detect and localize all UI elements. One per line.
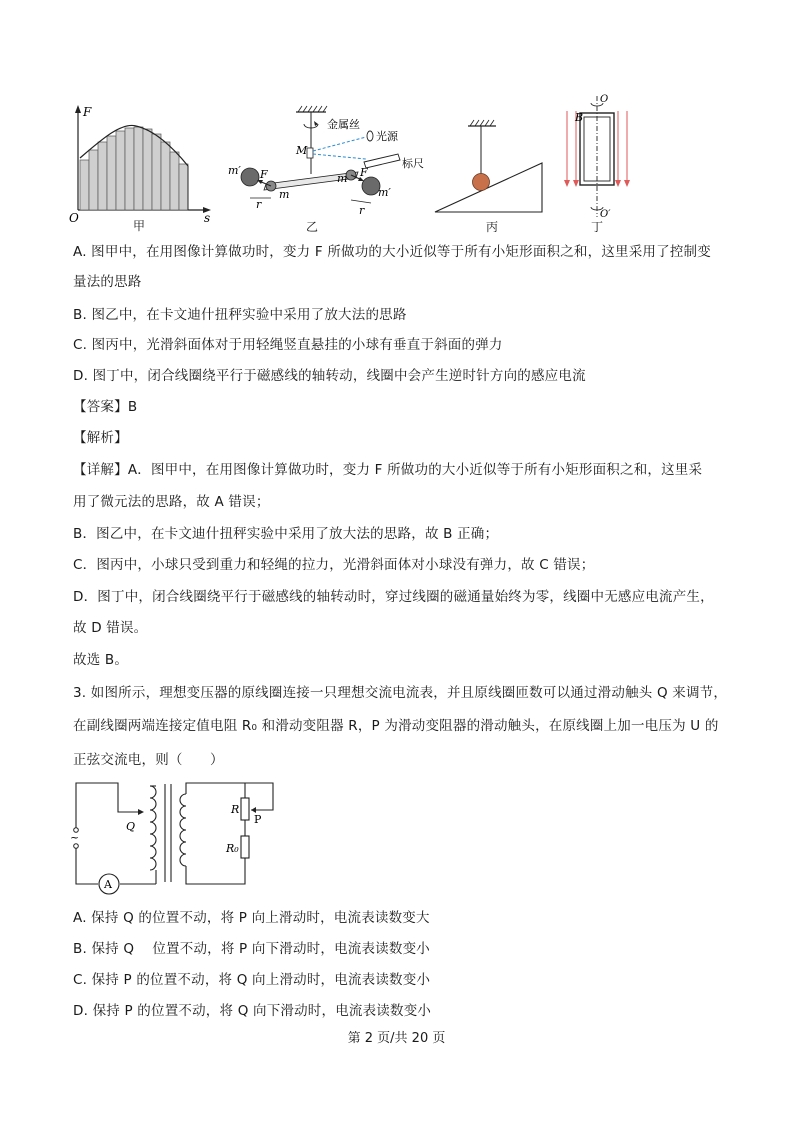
explanation-line-1 (73, 460, 702, 480)
q3-option-a: A. 保持 Q 的位置不动，将 P 向上滑动时，电流表读数变大 (73, 910, 430, 926)
contact-p-label: P (254, 813, 262, 826)
explanation-line-6: 故 D 错误。 (73, 620, 148, 636)
q2-option-a: A. 图甲中，在用图像计算做功时，变力 F 所做功的大小近似等于所有小矩形面积之和，这里采用了控制变 (73, 244, 711, 260)
axis-y-label: F (83, 105, 92, 119)
analysis-label: 【解析】 (73, 430, 128, 446)
explanation-line-4: C．图丙中，小球只受到重力和轻绳的拉力，光滑斜面体对小球没有弹力，故 C 错误； (73, 557, 595, 573)
label-small-mass-left: m (279, 188, 290, 201)
ammeter-label: A (104, 878, 112, 891)
label-wire: 金属丝 (327, 118, 360, 131)
label-light: 光源 (376, 130, 398, 143)
label-radius-left: r (256, 198, 262, 211)
figure-jia (66, 100, 216, 225)
figure-bing (432, 118, 547, 216)
explanation-line-3: B．图乙中，在卡文迪什扭秤实验中采用了放大法的思路，故 B 正确； (73, 526, 499, 542)
rheostat-label: R (231, 803, 240, 816)
label-axis-top: O (600, 94, 609, 105)
origin-label: O (69, 211, 79, 225)
detail-label: 【详解】 (73, 462, 128, 478)
figure-yi-caption: 乙 (306, 220, 319, 234)
figure-jia-caption: 甲 (133, 219, 146, 233)
axis-x-label: s (204, 211, 211, 225)
answer-value: B (127, 399, 138, 415)
q3-option-b: B. 保持 Q 位置不动，将 P 向下滑动时，电流表读数变小 (73, 941, 430, 957)
figure-yi (226, 104, 431, 224)
label-axis-bottom: O′ (600, 209, 611, 220)
label-big-mass-left: m′ (228, 164, 241, 177)
answer-label: 【答案】 (73, 399, 128, 415)
label-big-mass-right: m′ (378, 186, 391, 199)
q2-option-b: B. 图乙中，在卡文迪什扭秤实验中采用了放大法的思路 (73, 307, 407, 323)
q2-option-c: C. 图丙中，光滑斜面体对于用轻绳竖直悬挂的小球有垂直于斜面的弹力 (73, 337, 503, 353)
q2-option-a-cont: 量法的思路 (73, 274, 142, 290)
contact-q-label: Q (126, 820, 136, 833)
label-force-left: F (260, 168, 268, 181)
explanation-line-7: 故选 B。 (73, 652, 129, 668)
figure-ding-caption: 丁 (591, 220, 604, 234)
q3-stem-1: 3. 如图所示，理想变压器的原线圈连接一只理想交流电流表，并且原线圈匝数可以通过滑动触头 Q 来调节， (73, 685, 728, 701)
label-small-mass-right: m (337, 172, 348, 185)
explanation-line-5: D．图丁中，闭合线圈绕平行于磁感线的轴转动时，穿过线圈的磁通量始终为零，线圈中无感应电流产生， (73, 589, 714, 605)
answer-line (73, 397, 137, 417)
q3-option-d: D. 保持 P 的位置不动，将 Q 向下滑动时，电流表读数变小 (73, 1003, 432, 1019)
explanation-line-2: 用了微元法的思路，故 A 错误； (73, 494, 270, 510)
page-footer: 第 2 页/共 20 页 (347, 1031, 446, 1046)
figure-bing-caption: 丙 (486, 220, 499, 234)
q3-option-c: C. 保持 P 的位置不动，将 Q 向上滑动时，电流表读数变小 (73, 972, 431, 988)
q3-stem-2: 在副线圈两端连接定值电阻 R₀ 和滑动变阻器 R，P 为滑动变阻器的滑动触头，在原线圈上加一电压为 U 的 (73, 718, 719, 734)
explanation-text-1: A．图甲中，在用图像计算做功时，变力 F 所做功的大小近似等于所有小矩形面积之和，这里采 (127, 462, 703, 478)
label-radius-right: r (359, 204, 365, 217)
label-scale: 标尺 (402, 157, 424, 170)
label-field: B (575, 111, 584, 124)
figure-circuit (68, 778, 283, 896)
fixed-resistor-label: R₀ (226, 842, 239, 855)
q3-stem-3: 正弦交流电，则（ ） (73, 752, 224, 768)
label-mirror: M (296, 144, 308, 157)
source-symbol: ~ (70, 831, 80, 844)
label-force-right: F (360, 166, 368, 179)
q2-option-d: D. 图丁中，闭合线圈绕平行于磁感线的轴转动，线圈中会产生逆时针方向的感应电流 (73, 368, 586, 384)
figure-ding (560, 93, 635, 221)
